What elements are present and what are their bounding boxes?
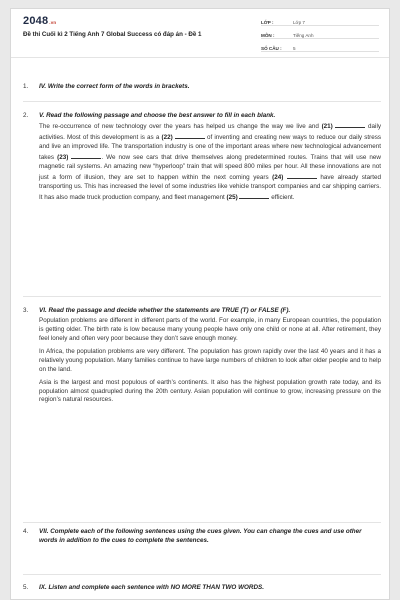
exam-title: Đề thi Cuối kì 2 Tiếng Anh 7 Global Success có đáp án - Đề 1: [23, 31, 202, 38]
question-heading: IV. Write the correct form of the words in brackets.: [39, 83, 190, 90]
question-number: 4.: [23, 528, 29, 535]
divider: [23, 296, 381, 297]
question-heading: VII. Complete each of the following sentences using the cues given. You can change the cues and use other words in addition to the cues to complete the sentences.: [39, 528, 362, 544]
blank-label: (23): [57, 153, 69, 161]
blank-label: (24): [272, 173, 284, 181]
logo-text: 2048: [23, 15, 49, 27]
passage-text: of inventing and creating new ways to reduce our daily stress and live an improved life. The transportation industry is one of the important areas where new technological advancement takes: [39, 133, 382, 161]
question-number: 3.: [23, 307, 29, 314]
question-number: 5.: [23, 584, 29, 591]
question-number: 2.: [23, 112, 29, 119]
divider: [23, 101, 381, 102]
meta-key: SỐ CÂU :: [261, 46, 282, 51]
answer-blank[interactable]: [71, 152, 101, 159]
site-logo[interactable]: [23, 15, 56, 27]
passage-text: have already started transporting us. This has increased the level of some industries like vehicle transport companies and car shipping carriers. It has also made truck production company, and fleet management: [39, 173, 382, 201]
meta-row-subject: [261, 26, 379, 39]
cloze-passage: [39, 121, 381, 203]
passage-text: . We now see cars that drive themselves along predetermined routes. Trains that will use new magnetic rail systems. An amazing new “hyperloop” train that will speed 800 miles per hour. All these innovations are not just a form of illusion, they are set to happen within the next coming years: [39, 153, 381, 181]
passage-paragraph: Asia is the largest and most populous of earth’s continents. It also has the highest population growth rate today, and its population almost quadrupled during the 20th century. Asian population will continue to grow, increasing pressure on the region’s natural resources.: [39, 378, 381, 404]
passage-paragraph: In Africa, the population problems are very different. The population has grown rapidly over the last 40 years and it has a relatively young population. Many families continue to have large numbers of children to look after older people and to help on the land.: [39, 347, 381, 373]
meta-value: 5: [293, 46, 296, 51]
passage-text: daily activities. Most of this development is as a: [39, 122, 381, 141]
passage-text: The re-occurrence of new technology over the years has helped us change the way we live and: [39, 122, 322, 130]
meta-row-count: [261, 39, 379, 52]
answer-blank[interactable]: [335, 121, 365, 128]
question-heading: V. Read the following passage and choose the best answer to fill in each blank.: [39, 112, 276, 119]
blank-label: (25): [226, 193, 238, 201]
divider: [23, 522, 381, 523]
question-heading: VI. Read the passage and decide whether the statements are TRUE (T) or FALSE (F).: [39, 307, 291, 314]
meta-row-class: [261, 13, 379, 26]
page-header: [11, 9, 389, 58]
meta-value: Tiếng Anh: [293, 33, 314, 38]
blank-label: (21): [321, 122, 333, 130]
meta-value: Lớp 7: [293, 20, 305, 25]
blank-label: (22): [161, 133, 173, 141]
meta-key: MÔN :: [261, 33, 275, 38]
answer-blank[interactable]: [175, 132, 205, 139]
passage-paragraph: Population problems are different in different parts of the world. For example, in many European countries, the population is getting older. The birth rate is low because many young people have only one child or none at all. After retirement, they feel lonely and often very poor because they don’t save enough money.: [39, 316, 381, 342]
exam-meta: [261, 13, 379, 52]
logo-tld: .vn: [49, 20, 57, 25]
divider: [23, 574, 381, 575]
answer-blank[interactable]: [287, 172, 317, 179]
exam-page: [10, 8, 390, 600]
question-heading: IX. Listen and complete each sentence with NO MORE THAN TWO WORDS.: [39, 584, 264, 591]
meta-key: LỚP :: [261, 20, 274, 25]
passage-text: efficient.: [269, 193, 295, 201]
question-number: 1.: [23, 83, 29, 90]
answer-blank[interactable]: [239, 192, 269, 199]
